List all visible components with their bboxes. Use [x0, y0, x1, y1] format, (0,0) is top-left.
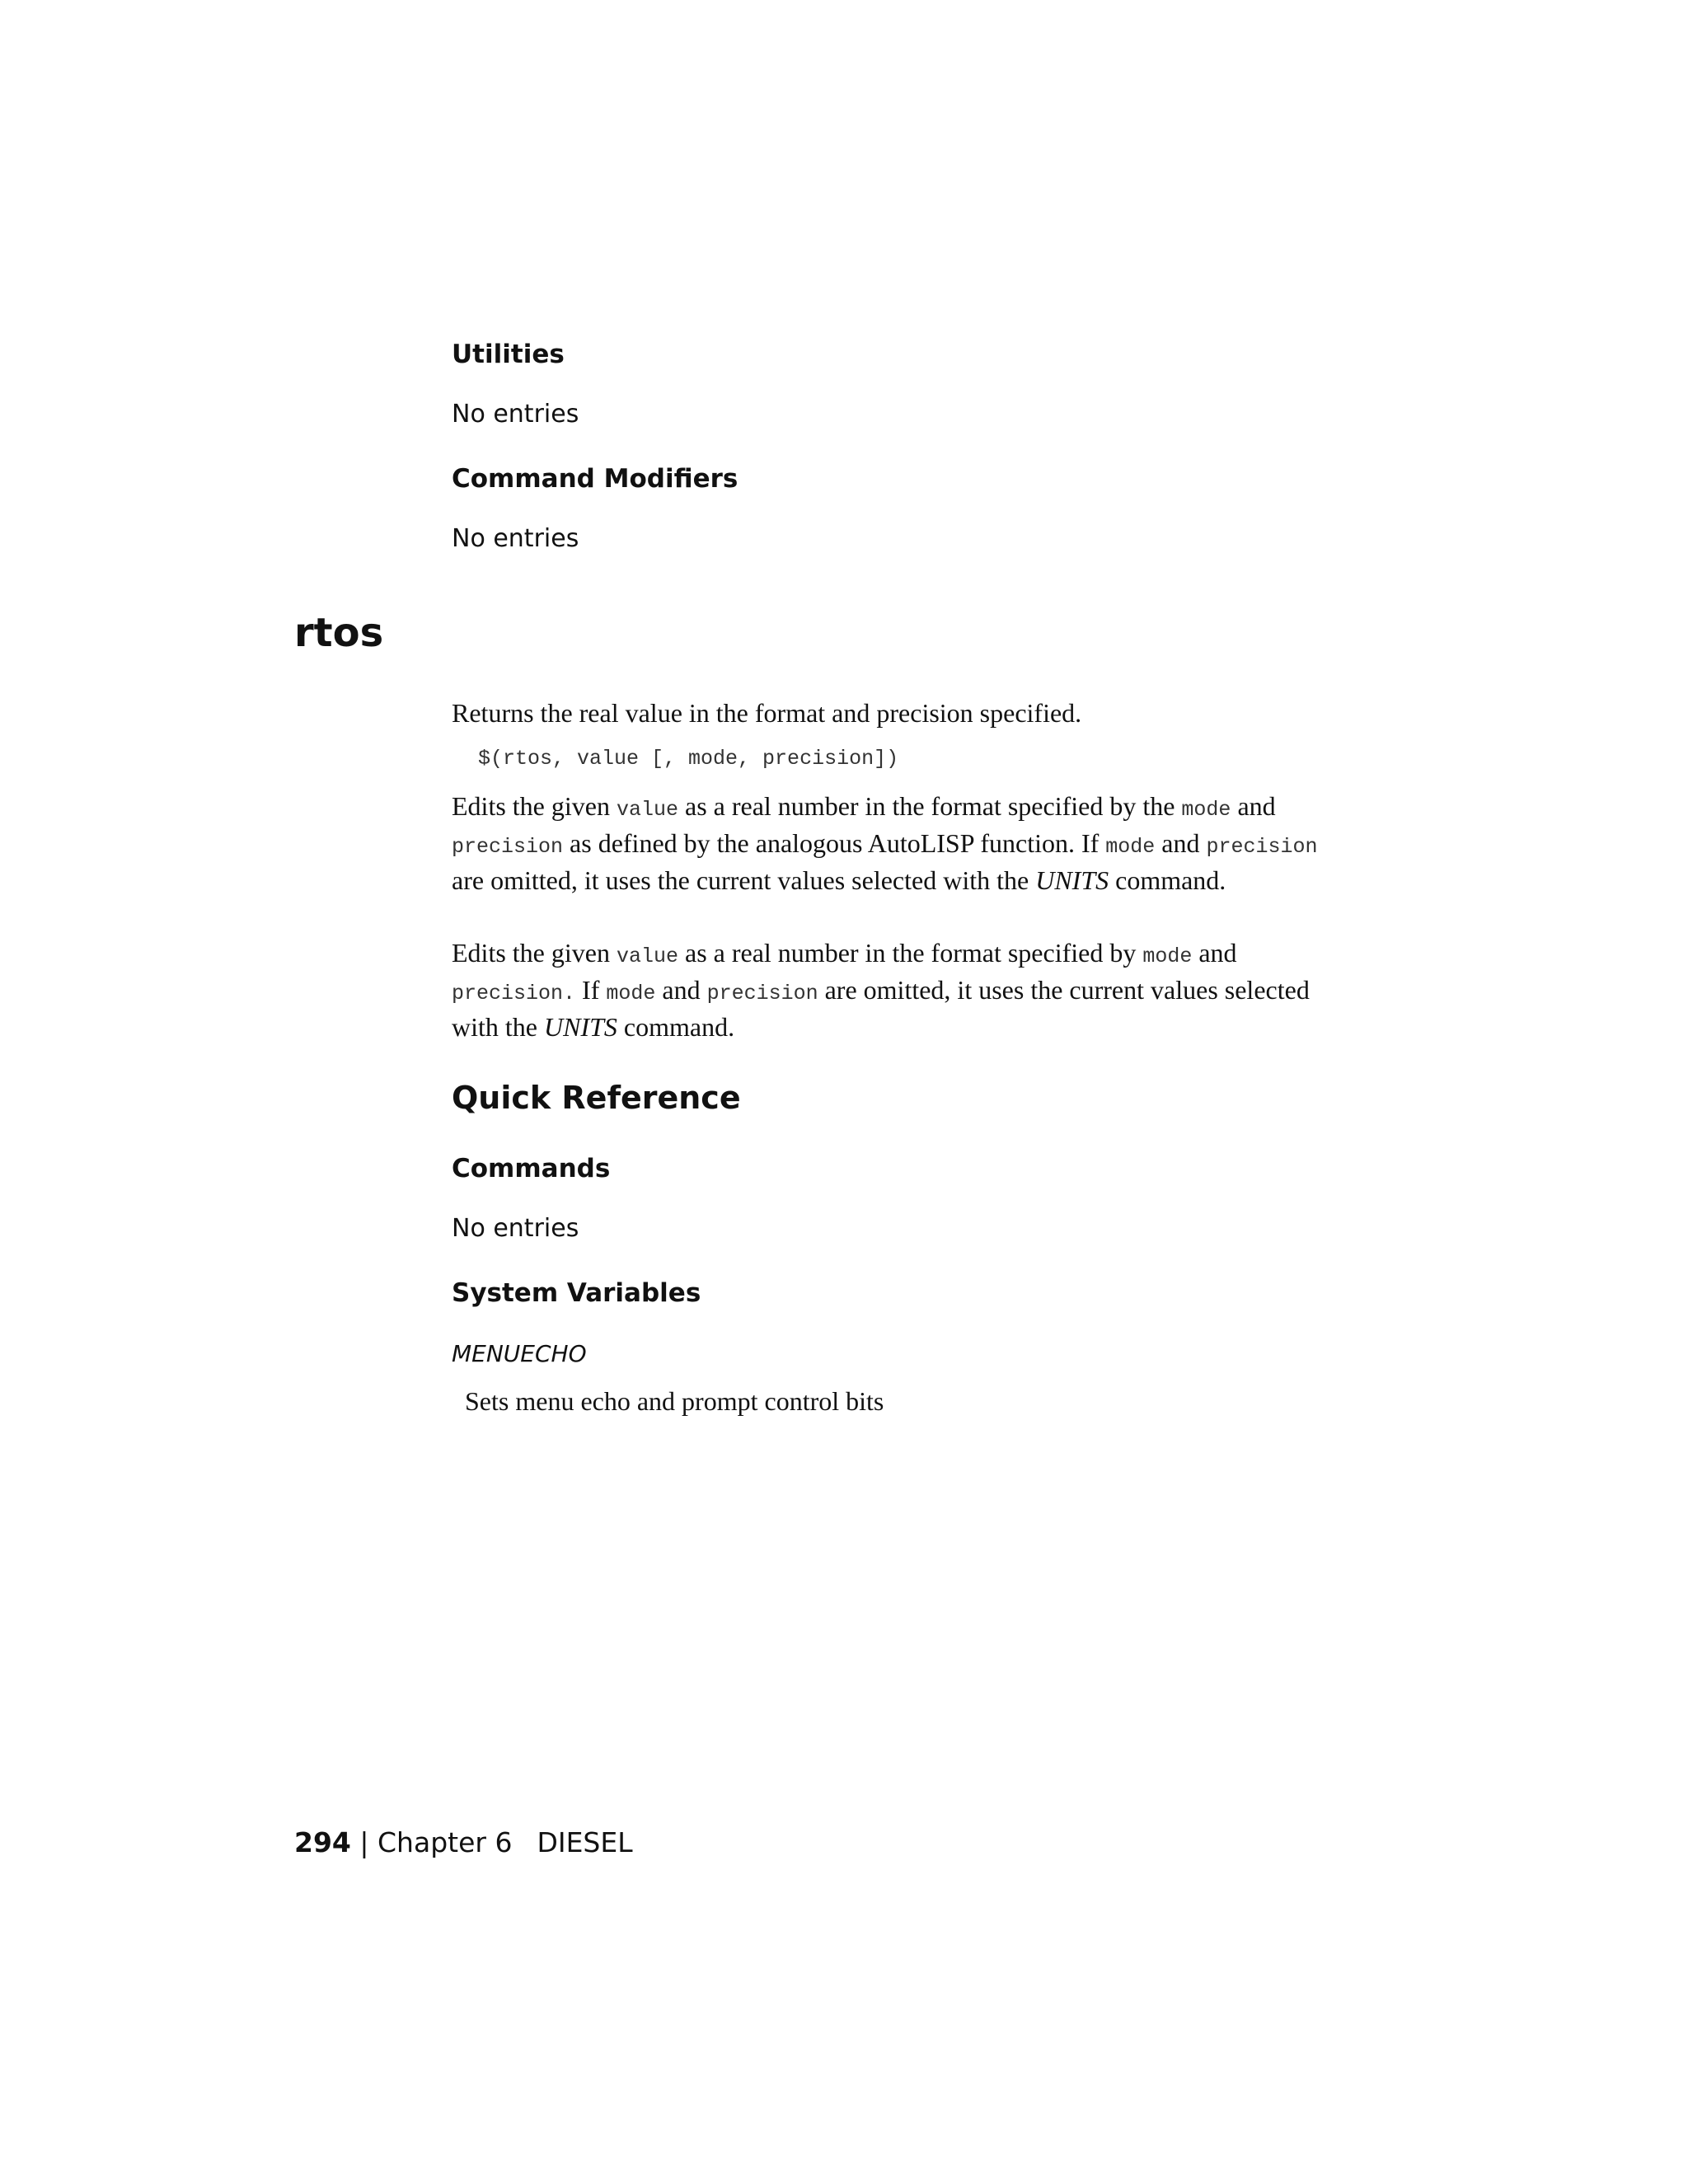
quick-reference-heading: Quick Reference	[452, 1080, 741, 1116]
code-precision: precision.	[452, 982, 576, 1005]
utilities-no-entries: No entries	[452, 400, 579, 429]
page-footer	[294, 1826, 633, 1858]
function-title: rtos	[294, 610, 384, 656]
utilities-heading: Utilities	[452, 340, 565, 369]
commands-heading: Commands	[452, 1154, 611, 1183]
syntax-code-block: $(rtos, value [, mode, precision])	[478, 747, 899, 771]
code-precision: precision	[1206, 835, 1318, 859]
commands-no-entries: No entries	[452, 1214, 579, 1243]
code-value: value	[616, 944, 678, 968]
code-mode: mode	[1142, 944, 1193, 968]
page-number: 294	[294, 1826, 351, 1858]
footer-chapter-title: DIESEL	[537, 1826, 633, 1858]
description-paragraph-2: Edits the given value as a real number in the format specified by mode and precision. If mode and precision are omitted, it uses the current values selected with the UNITS command.	[452, 938, 1310, 1042]
footer-chapter: Chapter 6	[377, 1826, 513, 1858]
command-modifiers-heading: Command Modifiers	[452, 464, 738, 494]
command-modifiers-no-entries: No entries	[452, 524, 579, 553]
code-precision: precision	[706, 982, 818, 1005]
system-variable-name: MENUECHO	[452, 1340, 587, 1367]
code-mode: mode	[1181, 798, 1231, 822]
system-variables-heading: System Variables	[452, 1278, 701, 1308]
code-mode: mode	[1105, 835, 1156, 859]
code-value: value	[616, 798, 678, 822]
units-command: UNITS	[543, 1012, 617, 1042]
code-precision: precision	[452, 835, 564, 859]
footer-separator: |	[359, 1826, 369, 1858]
code-mode: mode	[606, 982, 656, 1005]
function-summary: Returns the real value in the format and precision specified.	[452, 698, 1082, 728]
system-variable-description: Sets menu echo and prompt control bits	[465, 1386, 884, 1416]
description-paragraph-1: Edits the given value as a real number in the format specified by the mode and precision as defined by the analogous AutoLISP function. If mode and precision are omitted, it uses the current values selected with the UNITS command.	[452, 791, 1318, 895]
units-command: UNITS	[1035, 865, 1109, 895]
